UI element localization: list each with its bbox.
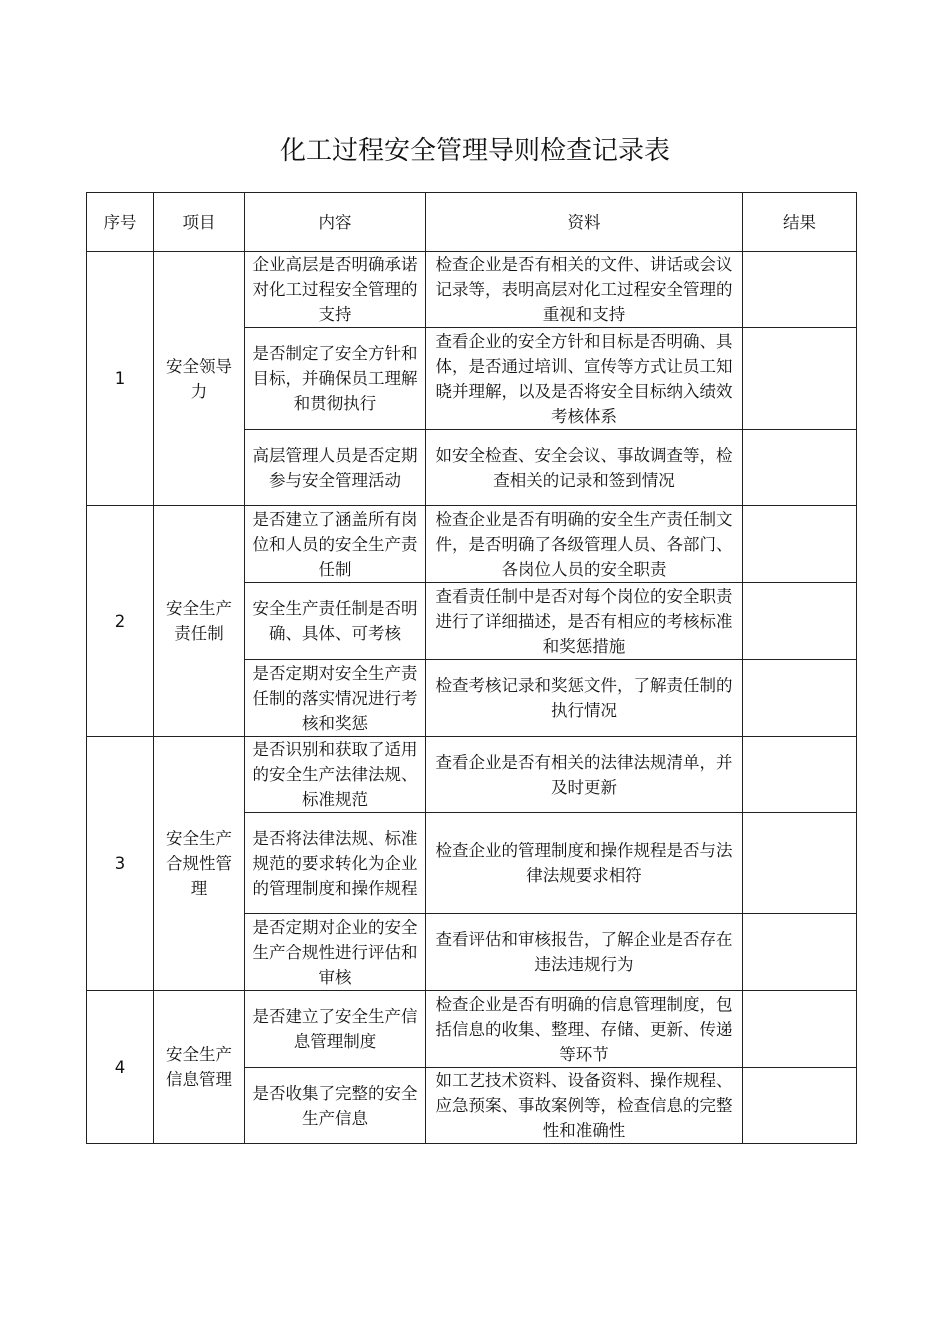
header-row <box>87 193 857 252</box>
header-index: 序号 <box>87 193 154 252</box>
row-content: 是否收集了完整的安全生产信息 <box>245 1068 426 1144</box>
row-material: 查看企业的安全方针和目标是否明确、具体，是否通过培训、宣传等方式让员工知晓并理解，以及是否将安全目标纳入绩效考核体系 <box>426 328 743 430</box>
inspection-table <box>86 192 857 1144</box>
row-material: 如工艺技术资料、设备资料、操作规程、应急预案、事故案例等，检查信息的完整性和准确性 <box>426 1068 743 1144</box>
row-material: 检查企业是否有明确的信息管理制度，包括信息的收集、整理、存储、更新、传递等环节 <box>426 991 743 1068</box>
group-item: 安全领导力 <box>154 252 245 506</box>
row-result[interactable] <box>743 813 857 914</box>
table-row <box>87 991 857 1068</box>
row-content: 是否将法律法规、标准规范的要求转化为企业的管理制度和操作规程 <box>245 813 426 914</box>
header-material: 资料 <box>426 193 743 252</box>
row-result[interactable] <box>743 328 857 430</box>
header-item: 项目 <box>154 193 245 252</box>
group-item: 安全生产责任制 <box>154 506 245 737</box>
row-content: 安全生产责任制是否明确、具体、可考核 <box>245 583 426 660</box>
row-material: 查看企业是否有相关的法律法规清单，并及时更新 <box>426 737 743 813</box>
row-result[interactable] <box>743 737 857 813</box>
row-content: 企业高层是否明确承诺对化工过程安全管理的支持 <box>245 252 426 328</box>
group-index: 3 <box>87 737 154 991</box>
table-row <box>87 252 857 328</box>
row-material: 检查企业的管理制度和操作规程是否与法律法规要求相符 <box>426 813 743 914</box>
table-row <box>87 506 857 583</box>
row-result[interactable] <box>743 430 857 506</box>
row-material: 如安全检查、安全会议、事故调查等，检查相关的记录和签到情况 <box>426 430 743 506</box>
row-result[interactable] <box>743 583 857 660</box>
row-result[interactable] <box>743 660 857 737</box>
row-content: 是否识别和获取了适用的安全生产法律法规、标准规范 <box>245 737 426 813</box>
row-material: 检查企业是否有相关的文件、讲话或会议记录等，表明高层对化工过程安全管理的重视和支持 <box>426 252 743 328</box>
group-item: 安全生产信息管理 <box>154 991 245 1144</box>
row-material: 查看评估和审核报告，了解企业是否存在违法违规行为 <box>426 914 743 991</box>
page-title: 化工过程安全管理导则检查记录表 <box>279 136 670 166</box>
row-content: 高层管理人员是否定期参与安全管理活动 <box>245 430 426 506</box>
group-index: 2 <box>87 506 154 737</box>
row-result[interactable] <box>743 252 857 328</box>
row-result[interactable] <box>743 991 857 1068</box>
row-content: 是否定期对企业的安全生产合规性进行评估和审核 <box>245 914 426 991</box>
group-item: 安全生产合规性管理 <box>154 737 245 991</box>
row-content: 是否建立了涵盖所有岗位和人员的安全生产责任制 <box>245 506 426 583</box>
row-content: 是否制定了安全方针和目标，并确保员工理解和贯彻执行 <box>245 328 426 430</box>
table-row <box>87 737 857 813</box>
header-content: 内容 <box>245 193 426 252</box>
row-result[interactable] <box>743 506 857 583</box>
header-result: 结果 <box>743 193 857 252</box>
row-result[interactable] <box>743 1068 857 1144</box>
row-material: 查看责任制中是否对每个岗位的安全职责进行了详细描述，是否有相应的考核标准和奖惩措施 <box>426 583 743 660</box>
row-content: 是否建立了安全生产信息管理制度 <box>245 991 426 1068</box>
row-content: 是否定期对安全生产责任制的落实情况进行考核和奖惩 <box>245 660 426 737</box>
row-result[interactable] <box>743 914 857 991</box>
row-material: 检查考核记录和奖惩文件，了解责任制的执行情况 <box>426 660 743 737</box>
group-index: 1 <box>87 252 154 506</box>
row-material: 检查企业是否有明确的安全生产责任制文件，是否明确了各级管理人员、各部门、各岗位人员的安全职责 <box>426 506 743 583</box>
group-index: 4 <box>87 991 154 1144</box>
